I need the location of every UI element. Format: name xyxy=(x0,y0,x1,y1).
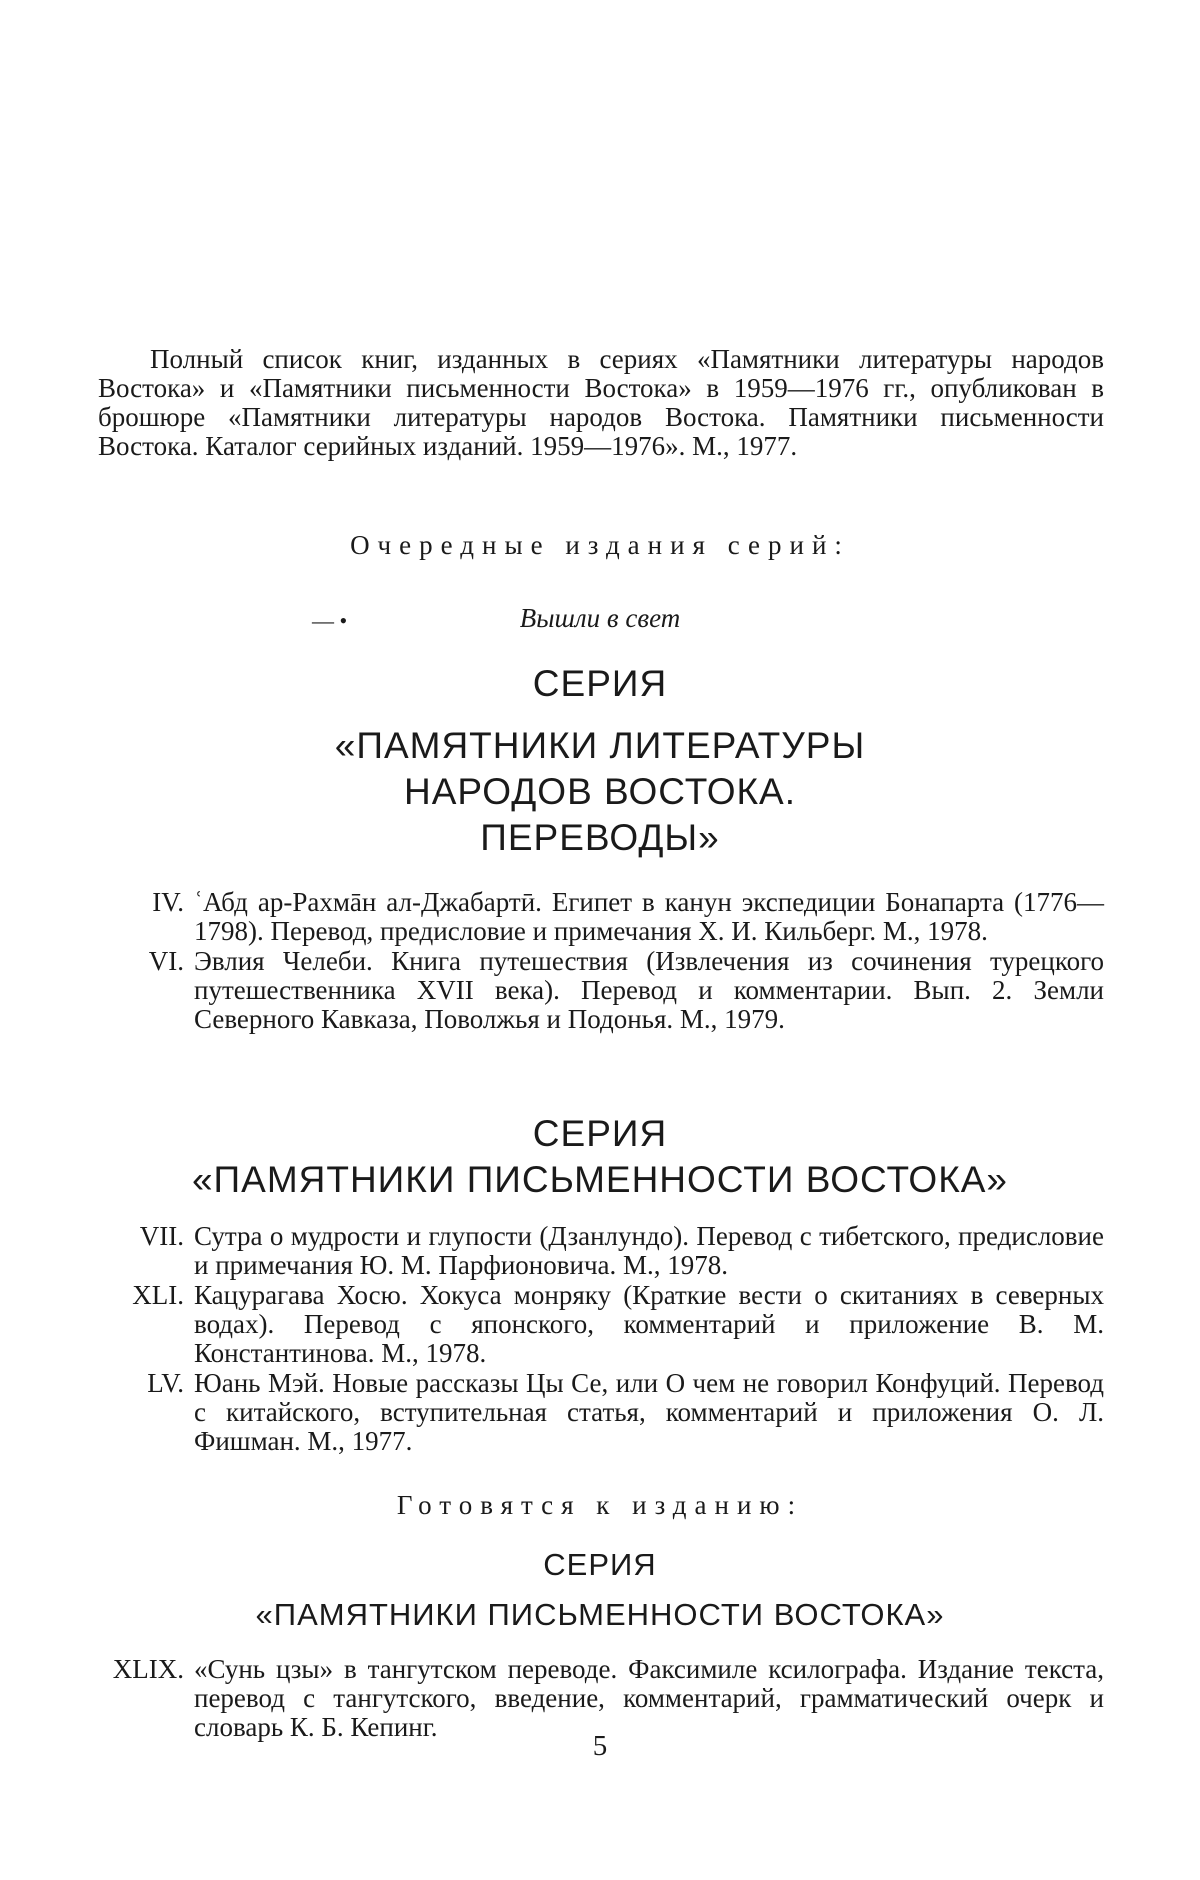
entry-text: Сутра о мудрости и глупости (Дзанлундо). Перевод с тибетского, предисловие и примечания Ю. М. Парфионовича. М., 1978. xyxy=(194,1221,1104,1280)
entry-number: XLI. xyxy=(132,1280,184,1310)
dash-mark: — • xyxy=(312,608,348,633)
list-item xyxy=(98,1281,1104,1368)
intro-paragraph: Полный список книг, изданных в сериях «Памятники литературы народов Востока» и «Памятники письменности Востока» в 1959—1976 гг., опубликован в брошюре «Памятники литературы народов Востока. Памятники письменности Востока. Каталог серийных изданий. 1959—1976». М., 1977. xyxy=(98,344,1104,461)
upcoming-heading: Очередные издания серий: xyxy=(350,530,850,560)
series-1-entries xyxy=(98,888,1104,1035)
entry-text: Кацурагава Хосю. Хокуса монряку (Краткие вести о скитаниях в северных водах). Перевод с японского, комментарий и приложение В. М. Константинова. М., 1978. xyxy=(194,1280,1104,1368)
series-label: СЕРИЯ xyxy=(532,1113,668,1154)
page-number: 5 xyxy=(592,1730,608,1762)
entry-text: Эвлия Челеби. Книга путешествия (Извлечения из сочинения турецкого путешественника XVII века). Перевод и комментарии. Вып. 2. Земли Северного Кавказа, Поволжья и Подонья. М., 1979. xyxy=(194,946,1104,1034)
series-title-line: «ПАМЯТНИКИ ПИСЬМЕННОСТИ ВОСТОКА» xyxy=(255,1597,945,1632)
preparing-heading: Готовятся к изданию: xyxy=(396,1490,804,1520)
list-item xyxy=(98,947,1104,1034)
series-label: СЕРИЯ xyxy=(532,663,668,704)
entry-text: ʿАбд ар-Рахмāн ал-Джабартӣ. Египет в канун экспедиции Бонапарта (1776—1798). Перевод, предисловие и примечания X. И. Кильберг. М., 1978. xyxy=(194,887,1104,946)
entry-number: LV. xyxy=(147,1368,184,1398)
entry-number: XLIX. xyxy=(112,1654,184,1684)
series-title-line: «ПАМЯТНИКИ ЛИТЕРАТУРЫ xyxy=(334,725,866,766)
published-label: Вышли в свет xyxy=(519,603,681,633)
list-item xyxy=(98,1655,1104,1742)
series-title xyxy=(0,1157,1200,1203)
entry-number: VII. xyxy=(139,1221,184,1251)
series-title-line: НАРОДОВ ВОСТОКА. xyxy=(404,771,796,812)
entry-text: Юань Мэй. Новые рассказы Цы Се, или О чем не говорил Конфуций. Перевод с китайского, вступительная статья, комментарий и приложения О. Л. Фишман. М., 1977. xyxy=(194,1368,1104,1456)
entry-number: IV. xyxy=(152,887,184,917)
series-label: СЕРИЯ xyxy=(543,1547,657,1582)
series-title-line: ПЕРЕВОДЫ» xyxy=(480,817,720,858)
series-2-entries xyxy=(98,1222,1104,1457)
series-title-line: «ПАМЯТНИКИ ПИСЬМЕННОСТИ ВОСТОКА» xyxy=(191,1159,1009,1200)
list-item xyxy=(98,1222,1104,1280)
list-item xyxy=(98,888,1104,946)
entry-text: «Сунь цзы» в тангутском переводе. Факсимиле ксилографа. Издание текста, перевод с тангутского, введение, комментарий, грамматический очерк и словарь К. Б. Кепинг. xyxy=(194,1654,1104,1742)
entry-number: VI. xyxy=(148,946,184,976)
series-title xyxy=(0,723,1200,861)
list-item xyxy=(98,1369,1104,1456)
series-title xyxy=(0,1592,1200,1638)
